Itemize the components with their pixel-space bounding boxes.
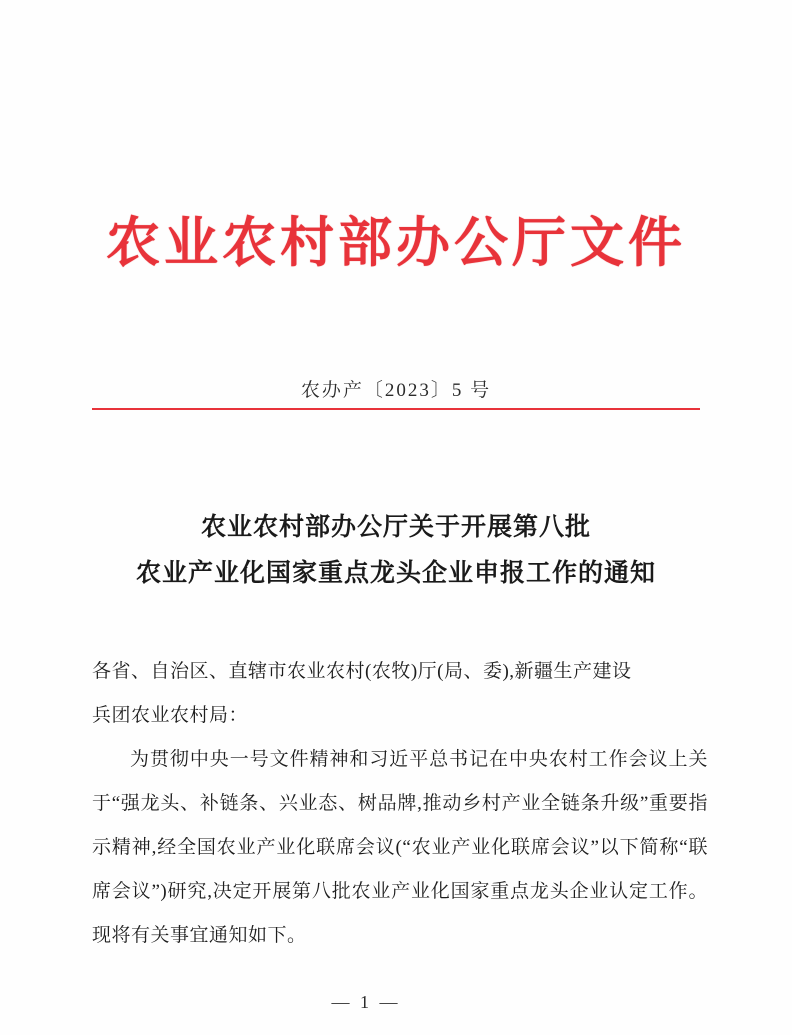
masthead-title: 农业农村部办公厅文件	[106, 213, 686, 273]
addressee-line-1: 各省、自治区、直辖市农业农村(农牧)厅(局、委),新疆生产建设	[92, 661, 632, 682]
red-separator-rule	[92, 408, 700, 410]
document-number: 农办产〔2023〕5 号	[300, 380, 492, 401]
document-body	[92, 650, 708, 958]
body-paragraph-1: 为贯彻中央一号文件精神和习近平总书记在中央农村工作会议上关于“强龙头、补链条、兴业态、树品牌,推动乡村产业全链条升级”重要指示精神,经全国农业产业化联席会议(“农业产业化联席会议”以下简称“联席会议”)研究,决定开展第八批农业产业化国家重点龙头企业认定工作。现将有关事宜通知如下。	[92, 749, 708, 946]
page-title	[96, 505, 696, 597]
addressee-line-2: 兵团农业农村局：	[92, 705, 249, 726]
page-number: — 1 —	[331, 992, 401, 1012]
page-title-line-2: 农业产业化国家重点龙头企业申报工作的通知	[135, 560, 656, 587]
page-title-line-1: 农业农村部办公厅关于开展第八批	[200, 514, 591, 541]
